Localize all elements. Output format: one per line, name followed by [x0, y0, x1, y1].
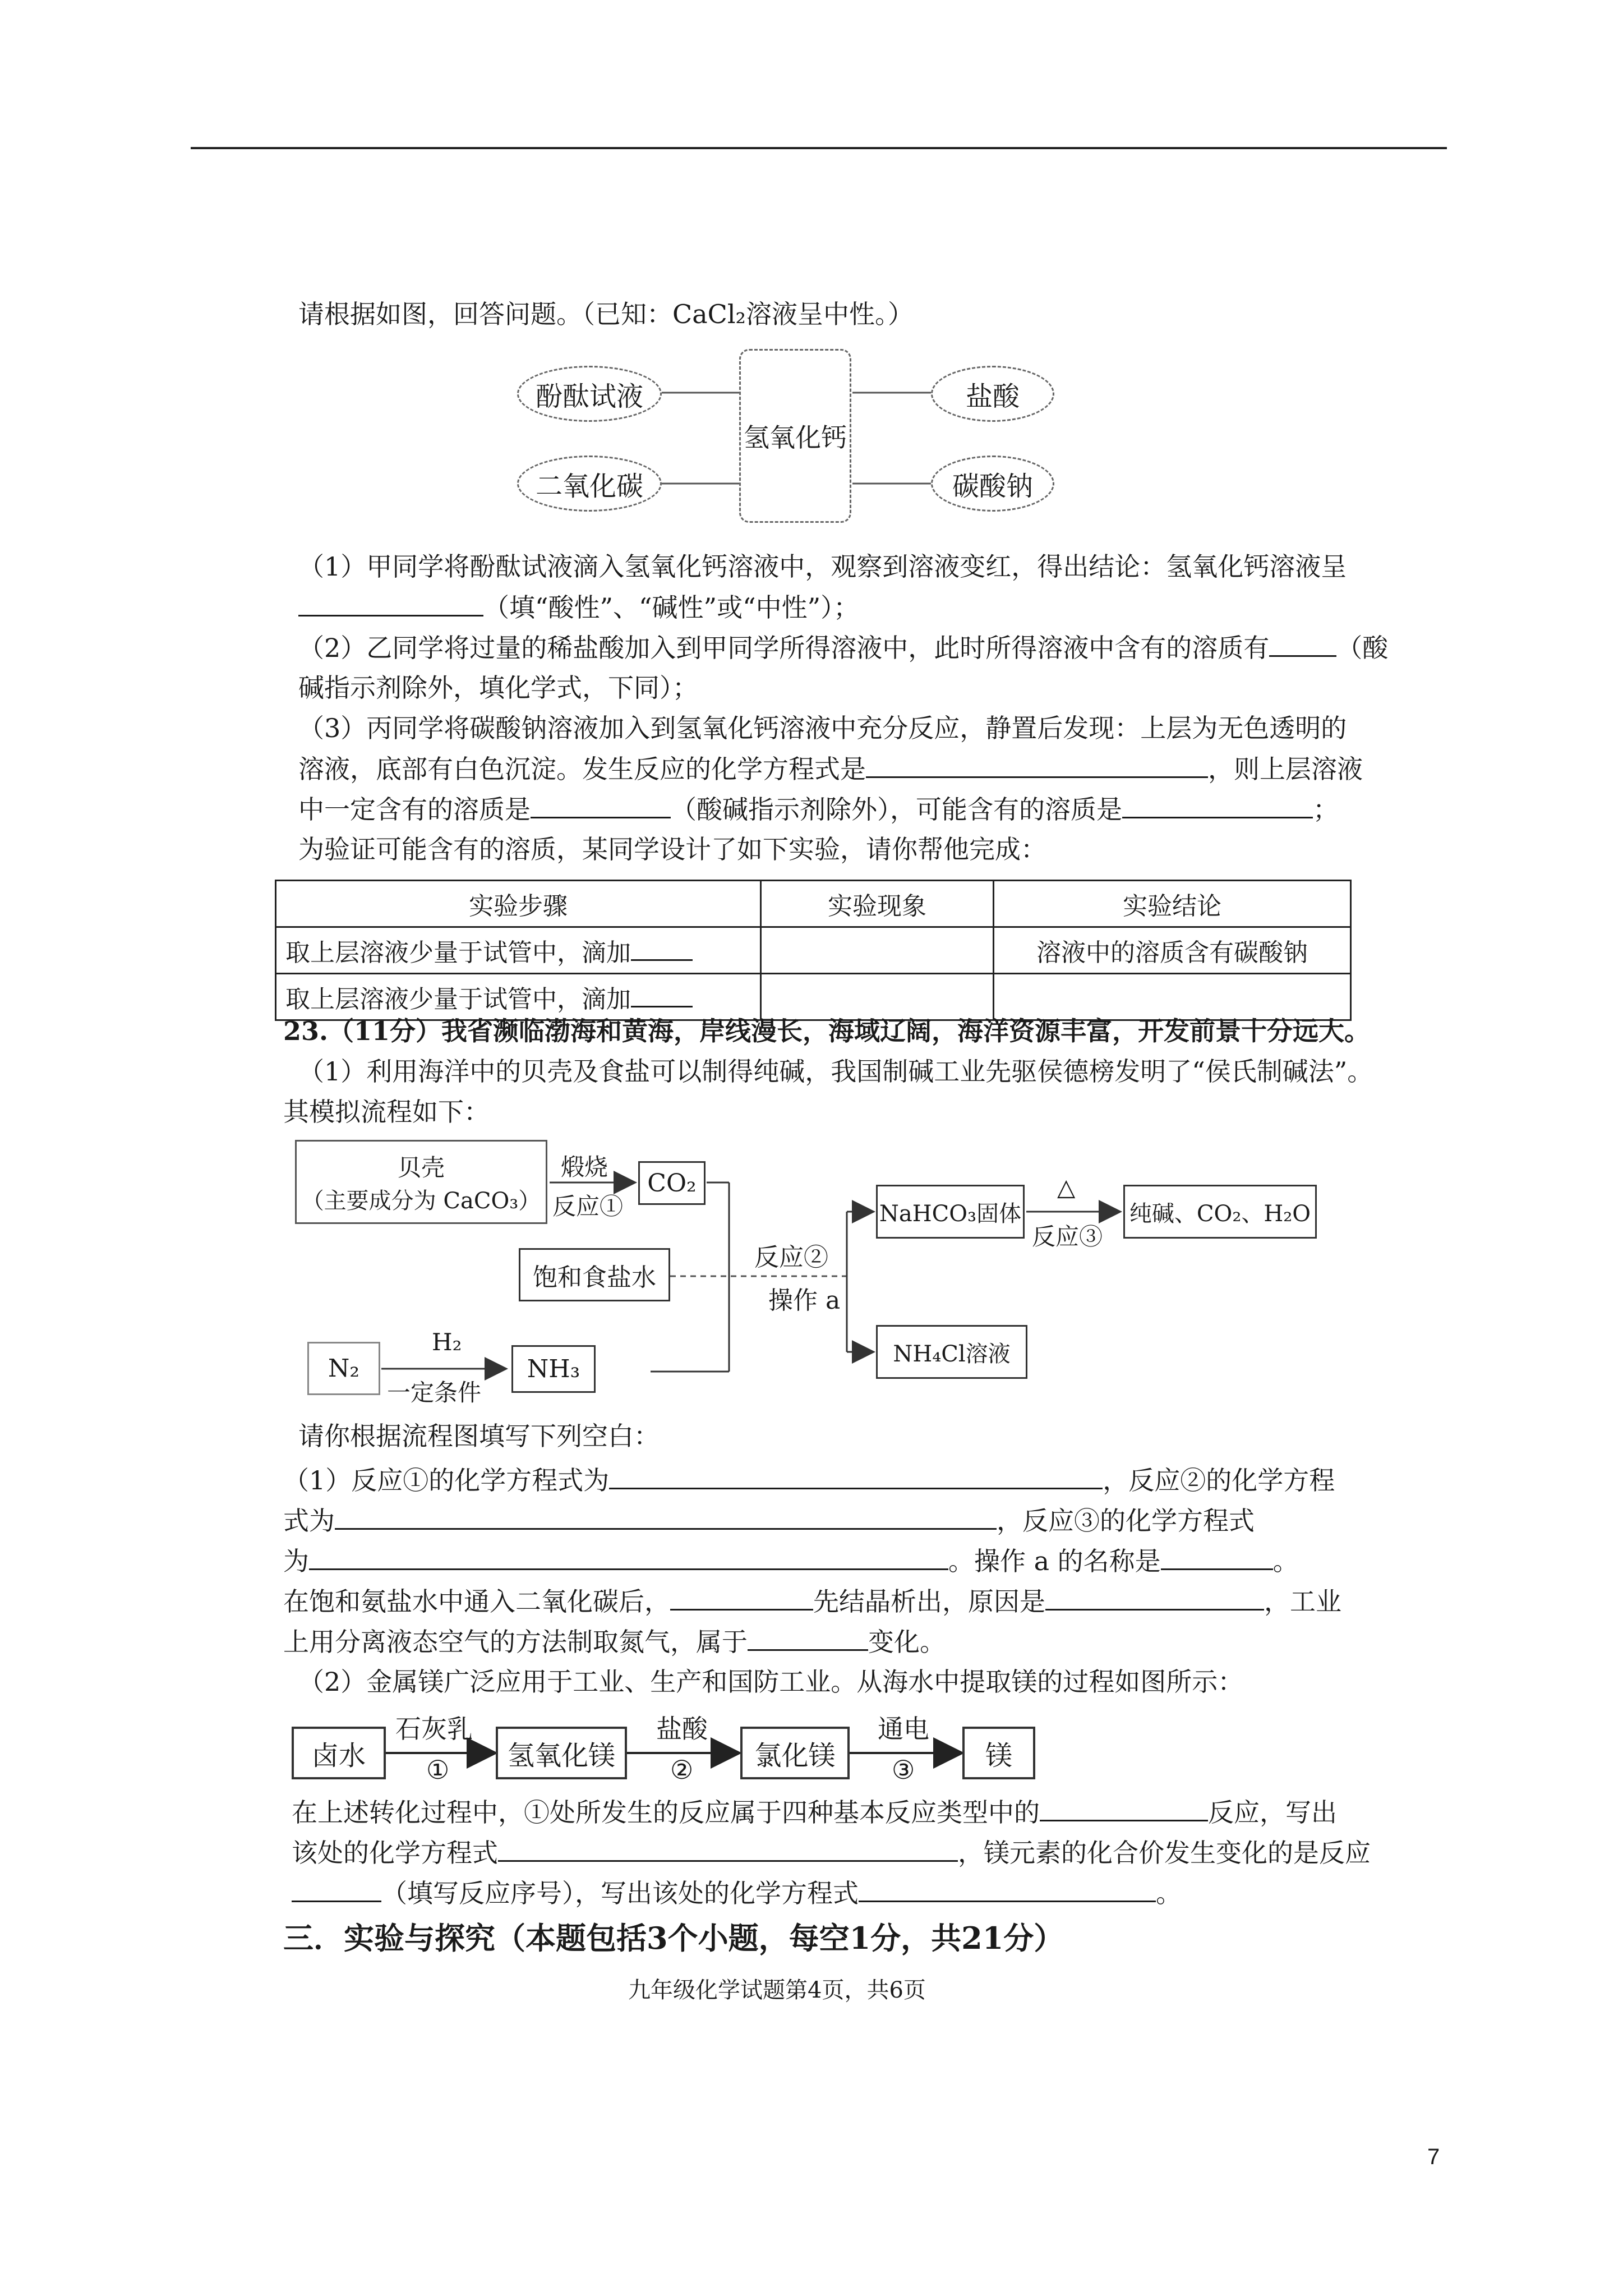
q23-f2-a: 式为: [283, 1506, 335, 1536]
table-cell: 溶液中的溶质含有碳酸钠: [994, 927, 1351, 974]
q23-g3-a: （填写反应序号），写出该处的化学方程式: [381, 1878, 859, 1908]
q23-p1-b: 其模拟流程如下：: [283, 1097, 490, 1127]
q23-g2-a: 该处的化学方程式: [292, 1838, 498, 1868]
q23-title: 23.（11分）我省濒临渤海和黄海，岸线漫长，海域辽阔，海洋资源丰富，开发前景十分远大。: [283, 1016, 1371, 1046]
q22-p1-b: （填“酸性”、“碱性”或“中性”）；: [483, 592, 860, 623]
mg-box-mgcl2: 氯化镁: [740, 1727, 850, 1779]
q23-f1-b: ，反应②的化学方程: [1103, 1465, 1335, 1496]
q23-g1-line: [292, 1795, 1337, 1829]
step-text: 取上层溶液少量于试管中，滴加: [285, 938, 631, 967]
q23-f5-a: 上用分离液态空气的方法制取氮气，属于: [283, 1627, 748, 1657]
diagram-oval-na2co3: 碳酸钠: [931, 455, 1054, 512]
flow-label-react1: 反应①: [552, 1193, 624, 1220]
mg-box-brine: 卤水: [292, 1727, 386, 1779]
mg-arrow1-bottom: ①: [426, 1755, 450, 1785]
q23-p1-a: （1）利用海洋中的贝壳及食盐可以制得纯碱，我国制碱工业先驱侯德榜发明了“侯氏制碱法”。: [298, 1056, 1373, 1087]
mg-arrow2-top: 盐酸: [656, 1714, 708, 1744]
q23-f4-a: 在饱和氨盐水中通入二氧化碳后，: [283, 1586, 670, 1617]
q22-p3-c3: ；: [1313, 794, 1339, 825]
q23-g2-line: [292, 1835, 1371, 1870]
answer-blank[interactable]: [1040, 1795, 1208, 1821]
flow-label-react3: 反应③: [1032, 1223, 1103, 1250]
q22-p3-d: 为验证可能含有的溶质，某同学设计了如下实验，请你帮他完成：: [298, 834, 1046, 864]
q23-g2-b: ，镁元素的化合价发生变化的是反应: [958, 1838, 1371, 1868]
q23-f3-a: 为: [283, 1546, 309, 1576]
step-text: 取上层溶液少量于试管中，滴加: [285, 985, 631, 1014]
q23-f2-b: ，反应③的化学方程式: [997, 1506, 1255, 1536]
q23-fill-intro: 请你根据流程图填写下列空白：: [298, 1421, 660, 1451]
q23-f4-b: 先结晶析出，原因是: [813, 1586, 1045, 1617]
answer-blank[interactable]: [292, 1876, 381, 1902]
mg-box-mg: 镁: [962, 1727, 1035, 1779]
mg-arrow2-bottom: ②: [670, 1755, 694, 1785]
flow-shell-line2: （主要成分为 CaCO₃）: [301, 1188, 541, 1214]
q22-p3-c1: 中一定含有的溶质是: [298, 794, 531, 825]
q22-p3-b1: 溶液，底部有白色沉淀。发生反应的化学方程式是: [298, 754, 866, 784]
diagram-oval-co2: 二氧化碳: [517, 455, 662, 512]
flow-label-h2: H₂: [432, 1328, 462, 1356]
flow-label-heat: △: [1057, 1174, 1076, 1201]
flow-box-co2: CO₂: [638, 1161, 706, 1205]
q23-g1-a: 在上述转化过程中，①处所发生的反应属于四种基本反应类型中的: [292, 1797, 1040, 1828]
flow-box-brine: 饱和食盐水: [519, 1248, 670, 1301]
q22-p3-a: （3）丙同学将碳酸钠溶液加入到氢氧化钙溶液中充分反应，静置后发现：上层为无色透明的: [298, 713, 1347, 743]
flow-box-nh3: NH₃: [511, 1345, 596, 1393]
flow-box-nh4cl: NH₄Cl溶液: [876, 1325, 1027, 1379]
answer-blank[interactable]: [498, 1835, 958, 1862]
flow-label-calcine: 煅烧: [561, 1153, 608, 1181]
diagram-oval-phenolphthalein: 酚酞试液: [517, 366, 662, 422]
mg-arrow3-top: 通电: [878, 1714, 929, 1744]
flow-shell-line1: 贝壳: [397, 1153, 445, 1181]
flow-label-condition: 一定条件: [387, 1379, 482, 1406]
flow-label-operation-a: 操作 a: [768, 1286, 841, 1315]
section3-heading: 三．实验与探究（本题包括3个小题，每空1分，共21分）: [283, 1920, 1064, 1956]
answer-blank[interactable]: [859, 1876, 1156, 1902]
q22-p3-b2: ，则上层溶液: [1208, 754, 1363, 784]
q23-g3-line: [292, 1876, 1182, 1910]
q23-f3-c: 。: [1272, 1546, 1299, 1576]
table-header: 实验现象: [761, 881, 994, 927]
table-header: 实验结论: [994, 881, 1351, 927]
q22-p3-c2: （酸碱指示剂除外），可能含有的溶质是: [671, 794, 1122, 825]
q23-f1-a: （1）反应①的化学方程式为: [283, 1465, 610, 1496]
flow-label-react2: 反应②: [754, 1243, 828, 1272]
diagram-oval-hcl: 盐酸: [931, 366, 1054, 422]
diagram-center-box: 氢氧化钙: [739, 349, 851, 523]
q23-g3-b: 。: [1156, 1878, 1182, 1908]
mg-arrow1-top: 石灰乳: [395, 1714, 473, 1744]
q22-intro: 请根据如图，回答问题。（已知：CaCl₂溶液呈中性。）: [298, 299, 914, 329]
q23-f3-b: 。操作 a 的名称是: [948, 1546, 1161, 1576]
flow-box-n2: N₂: [307, 1342, 380, 1395]
page-footer: 九年级化学试题第4页，共6页: [628, 1977, 926, 2003]
flow-box-products: 纯碱、CO₂、H₂O: [1123, 1185, 1317, 1239]
q22-p1-a: （1）甲同学将酚酞试液滴入氢氧化钙溶液中，观察到溶液变红，得出结论：氢氧化钙溶液呈: [298, 551, 1347, 582]
q23-g1-b: 反应，写出: [1208, 1797, 1337, 1828]
q22-p2-a: （2）乙同学将过量的稀盐酸加入到甲同学所得溶液中，此时所得溶液中含有的溶质有: [298, 633, 1270, 663]
flow-box-nahco3: NaHCO₃固体: [876, 1185, 1025, 1239]
mg-box-mgoh2: 氢氧化镁: [496, 1727, 627, 1779]
q23-f5-b: 变化。: [868, 1627, 946, 1657]
q22-p2-c: 碱指示剂除外，填化学式，下同）；: [298, 673, 698, 703]
page-number: 7: [1427, 2145, 1440, 2169]
mg-arrow3-bottom: ③: [892, 1755, 915, 1785]
q22-p2-b: （酸: [1336, 633, 1389, 663]
q23-f4-c: ，工业: [1264, 1586, 1341, 1617]
q23-p2: （2）金属镁广泛应用于工业、生产和国防工业。从海水中提取镁的过程如图所示：: [298, 1667, 1244, 1697]
table-header: 实验步骤: [276, 881, 761, 927]
